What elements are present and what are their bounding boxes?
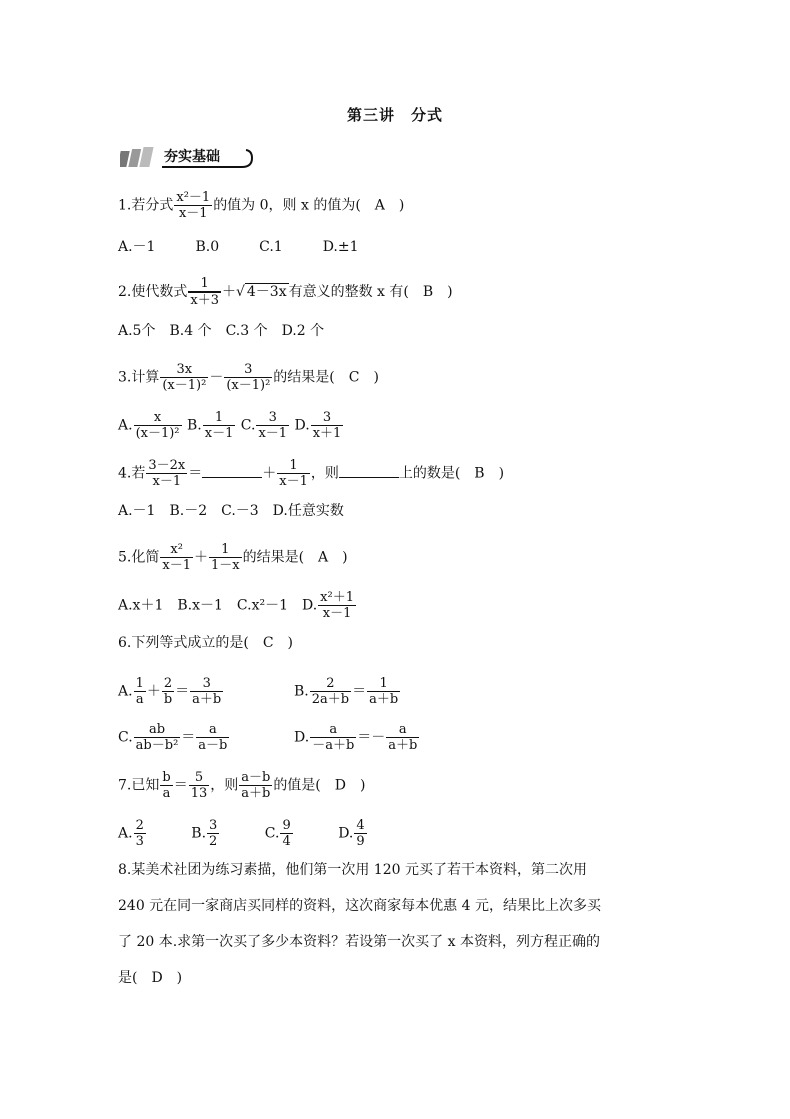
question-2-options: A.5个 B.4 个 C.3 个 D.2 个 — [118, 323, 325, 339]
question-3: 3.计算 $\frac{3x}{\text{(x－1)²}}$ － $\frac{3}{\text{(x－1)²}}$ 的结果是( C ) — [118, 362, 379, 393]
question-2: 2.使代数式 $\frac{1}{x+3}$ ＋√ 4－3x 有意义的整数 x 有( B ) — [118, 276, 453, 308]
question-7-options: A. $\frac{2}{3}$ B. $\frac{3}{2}$ C. $\frac{9}{4}$ D. $\frac{4}{9}$ — [118, 818, 365, 849]
page-title: 第三讲 分式 — [346, 106, 443, 124]
books-icon — [120, 145, 160, 169]
question-5-options: A.x＋1 B.x－1 C.x²－1 D. $\frac{\text{x²＋1}}{x-1}$ — [118, 590, 354, 621]
question-4-options: A.－1 B.－2 C.－3 D.任意实数 — [118, 503, 344, 519]
question-1: 1.若分式 $\frac{\text{x²－1}}{x-1}$ 的值为 0，则 x 的值为( A ) — [118, 190, 405, 221]
question-7: 7.已知 $\frac{b}{a}$ ＝ $\frac{5}{13}$ ，则 $\frac{a-b}{a+b}$ 的值是( D ) — [118, 770, 366, 801]
question-1-options: A.－1 B.0 C.1 D.±1 — [118, 239, 359, 255]
question-6-option-b: B. $\frac{2}{2a+b}$ ＝ $\frac{1}{a+b}$ — [294, 676, 399, 707]
answer-blank[interactable] — [202, 465, 262, 478]
question-5: 5.化简 $\frac{\text{x²}}{x-1}$ ＋ $\frac{1}{1-x}$ 的结果是( A ) — [118, 542, 348, 573]
section-title: 夯实基础 — [164, 149, 220, 165]
question-6-option-c: C. $\frac{ab}{\text{ab－b²}}$ ＝ $\frac{a}{a-b}$ — [118, 722, 228, 753]
answer-blank[interactable] — [339, 465, 399, 478]
question-8: 8.某美术社团为练习素描，他们第一次用 120 元买了若干本资料，第二次用 240 元在同一家商店买同样的资料，这次商家每本优惠 4 元，结果比上次多买 了 20 本.求第一次买了多少本资料？若设第一次买了 x 本资料，列方程正确的 是( D ) — [118, 862, 601, 986]
question-4: 4.若 $\frac{3-2x}{x-1}$ ＝ ＋ $\frac{1}{x-1}$ ，则 上的数是( B ) — [118, 458, 505, 489]
section-badge — [120, 143, 255, 169]
question-3-options: A. $\frac{x}{\text{(x－1)²}}$ B. $\frac{1}{x-1}$ C. $\frac{3}{x-1}$ D. $\frac{3}{x+1}$ — [118, 410, 342, 441]
question-6: 6.下列等式成立的是( C ) — [118, 635, 293, 651]
question-6-option-d: D. $\frac{a}{-a+b}$ ＝－ $\frac{a}{a+b}$ — [294, 722, 418, 753]
question-6-option-a: A. $\frac{1}{a}$ ＋ $\frac{2}{b}$ ＝ $\frac{3}{a+b}$ — [118, 676, 222, 707]
